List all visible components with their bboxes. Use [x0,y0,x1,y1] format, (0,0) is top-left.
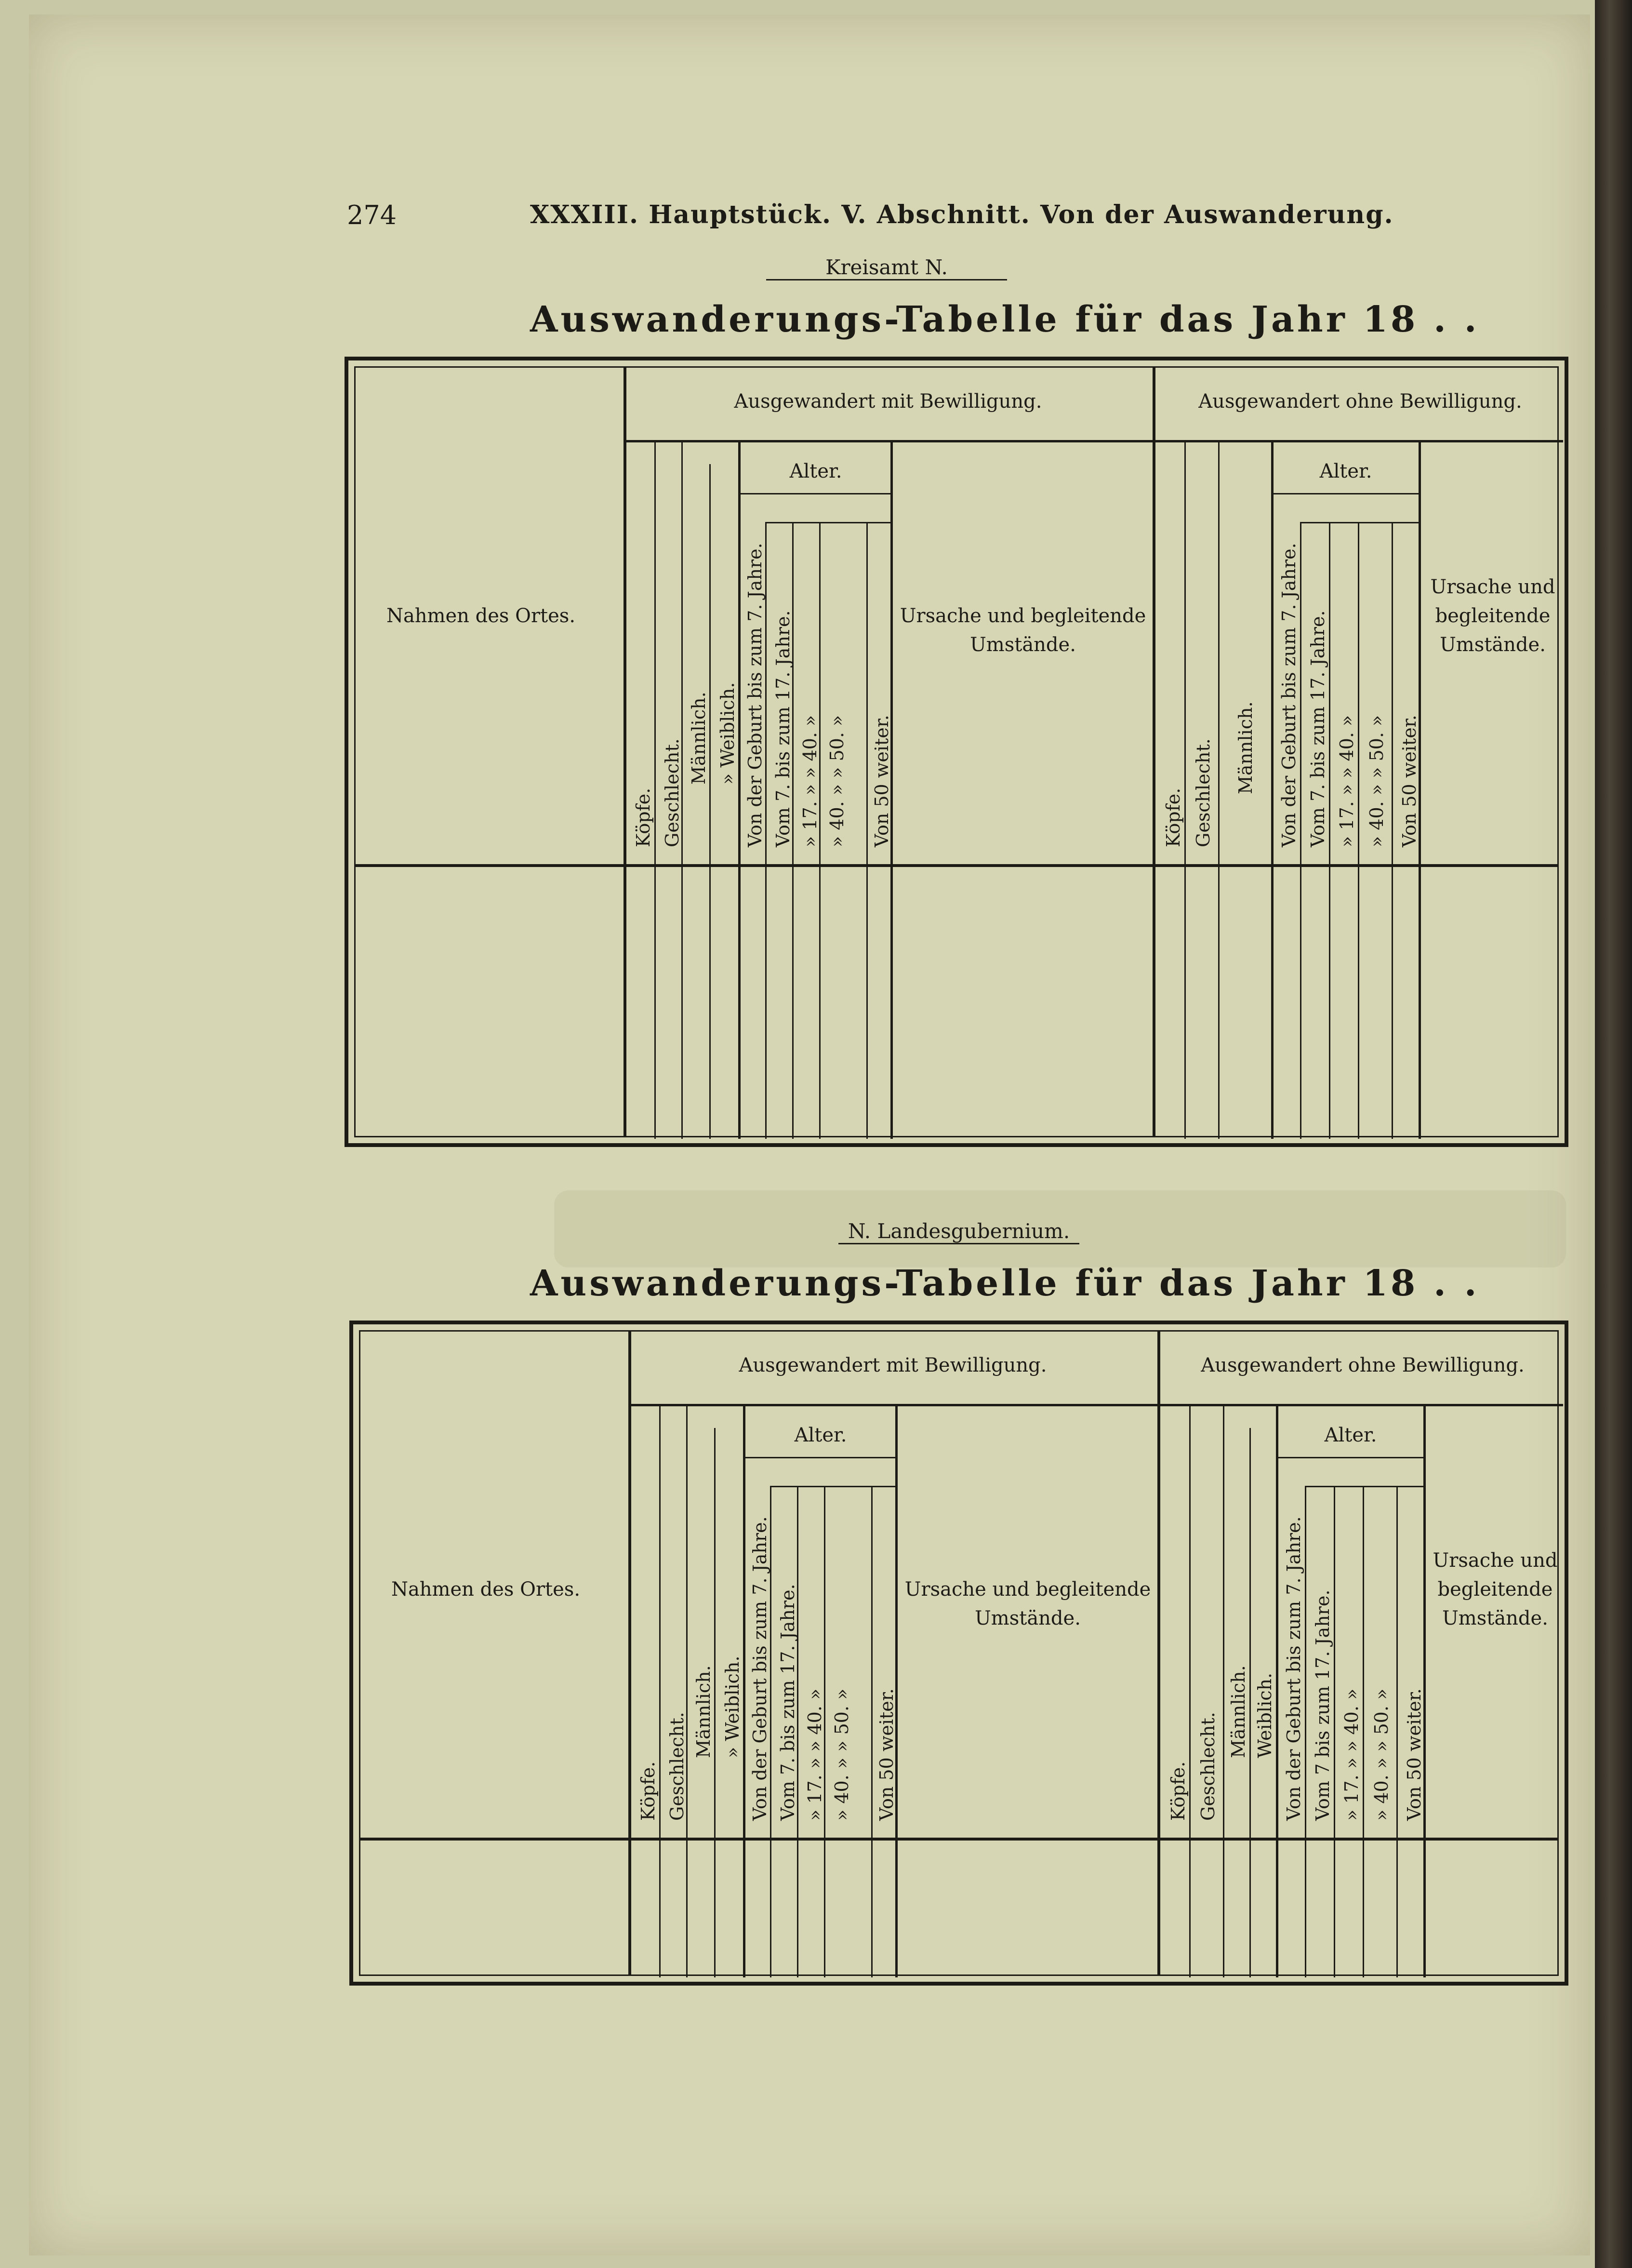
table1-frame [345,357,1568,1147]
table2-col-age2: Vom 7. bis zum 17. Jahre. [777,1584,798,1821]
table2-col-age4: » 40. » » 50. » [831,1688,852,1821]
table1-col-koepfe: Köpfe. [633,787,654,847]
table1-col-weiblich: » Weiblich. [717,682,738,785]
table1-col-geschlecht: Geschlecht. [662,738,683,847]
table2-sub-label: N. Landesgubernium. [838,1219,1079,1244]
table2-col-age3: » 17. » » 40. » [804,1688,825,1821]
table1-col-maennlich: Männlich. [688,692,709,785]
table2-col2-maennlich: Männlich. [1228,1665,1249,1758]
table1-col2-age2: Vom 7. bis zum 17. Jahre. [1307,610,1328,847]
table2-without-permission: Ausgewandert ohne Bewilligung. [1201,1354,1525,1376]
table2-col-geschlecht: Geschlecht. [666,1712,688,1821]
table1-place-header: Nahmen des Ortes. [386,605,576,627]
table1-sub-label: Kreisamt N. [766,255,1007,280]
table2-col2-weiblich: Weiblich. [1254,1672,1275,1758]
table2-place-header: Nahmen des Ortes. [391,1578,581,1601]
table2-col2-age1: Von der Geburt bis zum 7. Jahre. [1283,1516,1304,1821]
table1-col-age1: Von der Geburt bis zum 7. Jahre. [744,543,766,847]
table2-col2-age3: » 17. » » 40. » [1341,1688,1362,1821]
table1-col-age3: » 17. » » 40. » [799,715,821,847]
table1-col2-maennlich: Männlich. [1235,701,1256,794]
table1-col2-koepfe: Köpfe. [1163,787,1184,847]
table2-col2-koepfe: Köpfe. [1168,1761,1189,1821]
book-spine [1595,0,1632,2268]
table2-title: Auswanderungs-Tabelle für das Jahr 18 . . [530,1263,1480,1304]
table1-col-age2: Vom 7. bis zum 17. Jahre. [772,610,794,847]
table2-cause-2: Ursache und begleitende Umstände. [1433,1549,1558,1629]
table2-frame [349,1321,1568,1986]
table2-with-permission: Ausgewandert mit Bewilligung. [739,1354,1047,1376]
table2-col2-geschlecht: Geschlecht. [1197,1712,1219,1821]
table1-cause: Ursache und begleitende Umstände. [900,605,1146,656]
running-head: XXXIII. Hauptstück. V. Abschnitt. Von der Auswanderung. [530,200,1394,229]
table2-col-maennlich: Männlich. [693,1665,714,1758]
table2-col-age5: Von 50 weiter. [876,1688,897,1821]
table2-col2-age5: Von 50 weiter. [1404,1688,1425,1821]
table2-col-koepfe: Köpfe. [637,1761,659,1821]
table1-col2-age3: » 17. » » 40. » [1336,715,1357,847]
table1-col2-age1: Von der Geburt bis zum 7. Jahre. [1278,543,1300,847]
table2-age-header: Alter. [794,1424,847,1446]
table2-cause: Ursache und begleitende Umstände. [904,1578,1151,1629]
table1-without-permission: Ausgewandert ohne Bewilligung. [1198,390,1522,413]
table1-age-header-2: Alter. [1319,460,1372,482]
table2-col-age1: Von der Geburt bis zum 7. Jahre. [749,1516,770,1821]
table1-col2-age5: Von 50 weiter. [1399,715,1420,847]
table1-with-permission: Ausgewandert mit Bewilligung. [734,390,1042,413]
table2-col2-age2: Vom 7 bis zum 17. Jahre. [1312,1589,1333,1821]
table2-col-weiblich: » Weiblich. [722,1655,743,1758]
table1-col-age5: Von 50 weiter. [871,715,892,847]
table1-cause-2: Ursache und begleitende Umstände. [1430,576,1555,656]
table2-age-header-2: Alter. [1324,1424,1377,1446]
table1-age-header: Alter. [789,460,842,482]
page-number: 274 [347,200,397,230]
table1-col-age4: » 40. » » 50. » [826,715,848,847]
table1-col2-age4: » 40. » » 50. » [1366,715,1387,847]
table1-col2-geschlecht: Geschlecht. [1193,738,1214,847]
table2-col2-age4: » 40. » » 50. » [1371,1688,1392,1821]
table1-title: Auswanderungs-Tabelle für das Jahr 18 . . [530,299,1480,340]
